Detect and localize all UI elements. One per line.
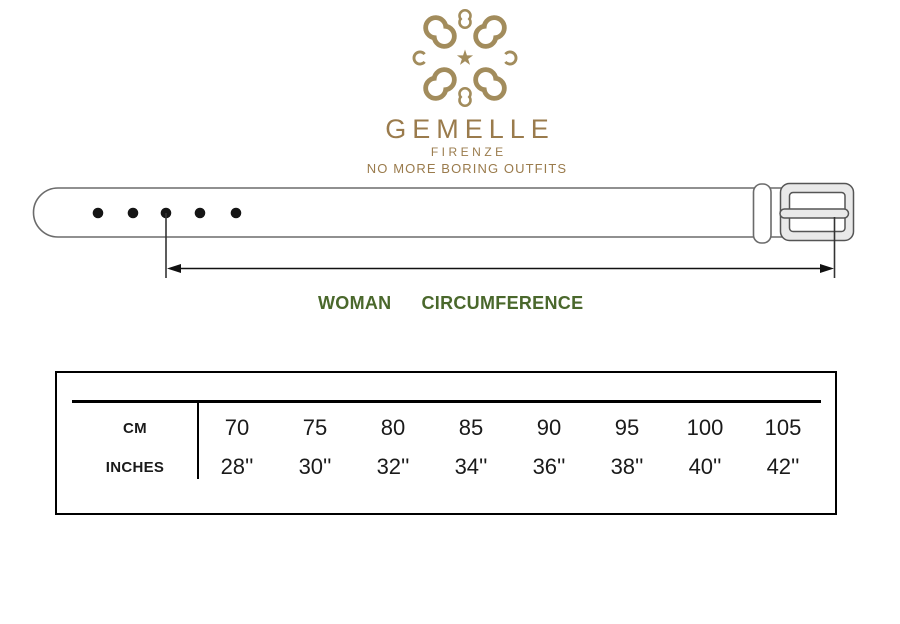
inches-value-cell: 42'' [766,454,800,479]
cm-value-cell: 100 [686,415,724,440]
cm-value-cell: 75 [302,415,328,440]
inches-value-cell: 28'' [220,454,254,479]
inches-value-cell: 38'' [610,454,644,479]
size-table [55,371,837,515]
cm-label: CM [123,419,147,437]
brand-city: FIRENZE [430,145,507,159]
star-icon [457,50,473,65]
cm-value-cell: 95 [614,415,640,440]
belt-diagram [0,175,900,287]
cm-value-cell: 80 [380,415,406,440]
cm-value-cell: 85 [458,415,484,440]
inches-value-cell: 36'' [532,454,566,479]
inches-value-cell: 40'' [688,454,722,479]
belt-strap [34,188,787,237]
table-row-inches [57,450,822,484]
inches-value-cell: 30'' [298,454,332,479]
belt-buckle-prong [780,209,849,218]
brand-name: GEMELLE [385,114,555,144]
belt-hole [231,208,242,219]
belt-hole [128,208,139,219]
belt-keeper [754,184,772,243]
table-row-cm [57,411,822,445]
inches-value-cell: 34'' [454,454,488,479]
label-circumference: CIRCUMFERENCE [421,293,584,313]
measurement-labels [318,293,583,314]
measurement-arrow [167,264,834,273]
brand-emblem-icon [404,5,528,113]
inches-value-cell: 32'' [376,454,410,479]
table-header-rule [72,400,821,403]
inches-label: INCHES [105,458,165,476]
cm-value-cell: 70 [224,415,250,440]
belt-hole [195,208,206,219]
cm-value-cell: 90 [536,415,562,440]
label-woman: WOMAN [318,293,392,313]
belt-hole [93,208,104,219]
brand-tagline: NO MORE BORING OUTFITS [366,161,568,176]
cm-value-cell: 105 [764,415,802,440]
brand-block [316,115,618,176]
